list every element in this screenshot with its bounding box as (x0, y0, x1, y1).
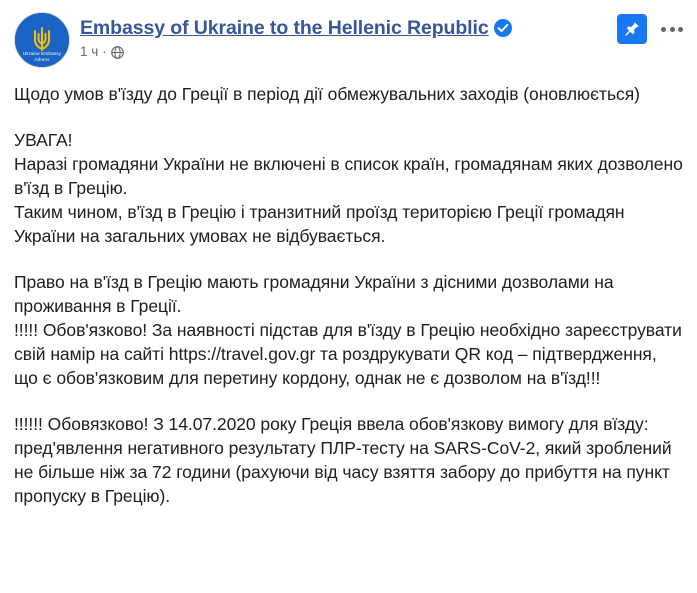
post-timestamp[interactable]: 1 ч (80, 44, 99, 59)
menu-dot (661, 27, 666, 32)
avatar-caption: Ukraine Embassy Athens (22, 51, 62, 62)
avatar[interactable] (14, 12, 70, 68)
globe-icon[interactable] (111, 46, 124, 59)
more-options-icon[interactable] (659, 16, 685, 42)
post-header-text (80, 12, 683, 60)
menu-dot (678, 27, 683, 32)
post-paragraph: !!!!!! Обовязково! З 14.07.2020 року Греція ввела обов'язкову вимогу для вїзду: пред'явлення негативного результату ПЛР-тесту на SARS-CoV-2, який зроблений не більше ніж за 72 години (рахуючи від часу взяття забору до прибуття на пункт пропуску в Грецію). (14, 414, 677, 506)
paragraph-spacer (14, 390, 683, 412)
meta-separator: · (102, 44, 107, 59)
page-name-row (80, 16, 683, 40)
post-paragraph: Таким чином, в'їзд в Грецію і транзитний проїзд територією Греції громадян України на загальних умовах не відбувається. (14, 202, 630, 246)
post-paragraph: УВАГА! (14, 130, 73, 150)
post-paragraph: Наразі громадяни України не включені в список країн, громадянам яких дозволено в'їзд в Грецію. (14, 154, 688, 198)
post-paragraph: Право на в'їзд в Грецію мають громадяни України з дісними дозволами на проживання в Греції. (14, 272, 619, 316)
paragraph-spacer (14, 106, 683, 128)
verified-badge-icon (494, 19, 512, 37)
post-message (0, 72, 697, 508)
post-paragraph: Щодо умов в'їзду до Греції в період дії обмежувальних заходів (оновлюється) (14, 84, 640, 104)
page-name-link[interactable]: Embassy of Ukraine to the Hellenic Republic (80, 17, 489, 39)
menu-dot (670, 27, 675, 32)
post-header (0, 0, 697, 72)
post-meta (80, 44, 683, 60)
paragraph-spacer (14, 248, 683, 270)
pin-icon[interactable] (617, 14, 647, 44)
post-header-actions (617, 14, 685, 44)
post-paragraph: !!!!! Обов'язково! За наявності підстав для в'їзду в Грецію необхідно зареєструвати свій намір на сайті https://travel.gov.gr та роздрукувати QR код – підтвердження, що є обов'язковим для перетину кордону, однак не є дозволом на в'їзд!!! (14, 320, 687, 388)
